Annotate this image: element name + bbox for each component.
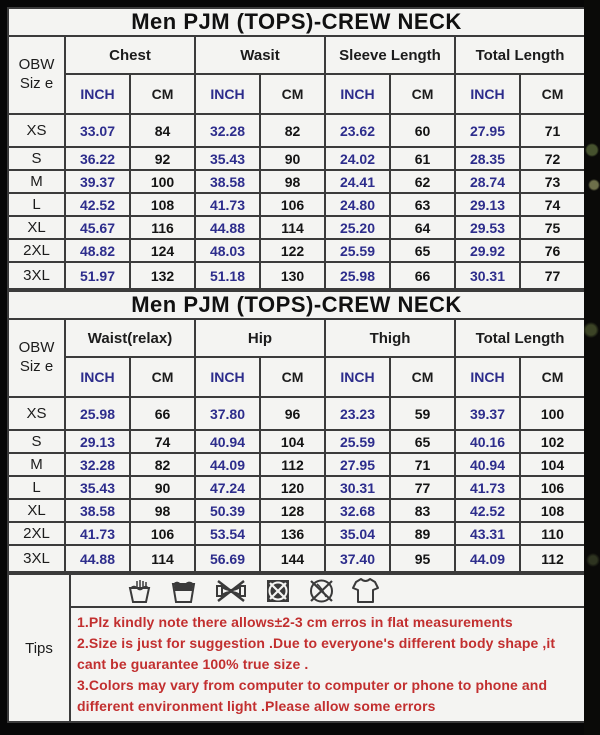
unit-header-inch: INCH — [455, 357, 520, 397]
inch-value: 28.74 — [455, 170, 520, 193]
unit-header-inch: INCH — [325, 74, 390, 114]
table-row — [8, 262, 585, 289]
inch-value: 23.62 — [325, 114, 390, 147]
size-label: 3XL — [8, 545, 65, 572]
size-label: 3XL — [8, 262, 65, 289]
size-table-tops — [7, 7, 586, 290]
inch-value: 44.09 — [195, 453, 260, 476]
inch-value: 50.39 — [195, 499, 260, 522]
inch-value: 30.31 — [455, 262, 520, 289]
size-header-line1: OBW — [18, 339, 55, 357]
cm-value: 74 — [130, 430, 195, 453]
table-row — [8, 239, 585, 262]
cm-value: 72 — [520, 147, 585, 170]
inch-value: 42.52 — [455, 499, 520, 522]
inch-value: 29.92 — [455, 239, 520, 262]
size-label: L — [8, 193, 65, 216]
tips-text — [70, 607, 585, 722]
cm-value: 98 — [130, 499, 195, 522]
tip-line-1: 1.Plz kindly note there allows±2-3 cm erros in flat measurements — [77, 614, 513, 630]
cm-value: 77 — [520, 262, 585, 289]
cm-value: 95 — [390, 545, 455, 572]
cm-value: 90 — [130, 476, 195, 499]
hand-wash-icon — [126, 578, 153, 604]
do-not-tumble-dry-icon — [265, 578, 291, 604]
inch-value: 24.80 — [325, 193, 390, 216]
cm-value: 71 — [520, 114, 585, 147]
unit-header-cm: CM — [130, 74, 195, 114]
table-row — [8, 430, 585, 453]
size-label: XL — [8, 499, 65, 522]
size-label: XS — [8, 397, 65, 430]
cm-value: 90 — [260, 147, 325, 170]
size-label: S — [8, 430, 65, 453]
cm-value: 122 — [260, 239, 325, 262]
tips-label: Tips — [8, 574, 70, 722]
cm-value: 128 — [260, 499, 325, 522]
cm-value: 100 — [130, 170, 195, 193]
table1-title: Men PJM (TOPS)-CREW NECK — [8, 8, 585, 36]
size-label: S — [8, 147, 65, 170]
unit-header-cm: CM — [260, 74, 325, 114]
cm-value: 120 — [260, 476, 325, 499]
inch-value: 27.95 — [455, 114, 520, 147]
unit-header-inch: INCH — [455, 74, 520, 114]
table-row — [8, 170, 585, 193]
inch-value: 39.37 — [65, 170, 130, 193]
cm-value: 60 — [390, 114, 455, 147]
size-label: XL — [8, 216, 65, 239]
cm-value: 65 — [390, 239, 455, 262]
table-row — [8, 499, 585, 522]
inch-value: 41.73 — [65, 522, 130, 545]
cm-value: 75 — [520, 216, 585, 239]
cm-value: 106 — [130, 522, 195, 545]
inch-value: 29.13 — [455, 193, 520, 216]
table-row — [8, 193, 585, 216]
table-row — [8, 453, 585, 476]
inch-value: 25.20 — [325, 216, 390, 239]
size-label: XS — [8, 114, 65, 147]
unit-header-cm: CM — [390, 74, 455, 114]
cm-value: 63 — [390, 193, 455, 216]
inch-value: 32.28 — [65, 453, 130, 476]
cm-value: 136 — [260, 522, 325, 545]
unit-header-cm: CM — [260, 357, 325, 397]
cm-value: 66 — [390, 262, 455, 289]
inch-value: 32.68 — [325, 499, 390, 522]
table-row — [8, 522, 585, 545]
inch-value: 25.59 — [325, 239, 390, 262]
size-label: M — [8, 453, 65, 476]
cm-value: 106 — [520, 476, 585, 499]
cm-value: 104 — [260, 430, 325, 453]
inch-value: 25.98 — [65, 397, 130, 430]
inch-value: 47.24 — [195, 476, 260, 499]
inch-value: 24.41 — [325, 170, 390, 193]
inch-value: 43.31 — [455, 522, 520, 545]
cm-value: 98 — [260, 170, 325, 193]
inch-value: 41.73 — [455, 476, 520, 499]
inch-value: 48.82 — [65, 239, 130, 262]
machine-wash-icon — [170, 578, 197, 604]
inch-value: 35.04 — [325, 522, 390, 545]
inch-value: 51.18 — [195, 262, 260, 289]
cm-value: 59 — [390, 397, 455, 430]
table2-title: Men PJM (TOPS)-CREW NECK — [8, 291, 585, 319]
inch-value: 33.07 — [65, 114, 130, 147]
tip-line-2: 2.Size is just for suggestion .Due to everyone's different body shape ,it cant be guarantee 100% true size . — [77, 635, 556, 672]
size-table-bottoms — [7, 290, 586, 573]
inch-value: 44.88 — [195, 216, 260, 239]
cm-value: 77 — [390, 476, 455, 499]
unit-header-inch: INCH — [65, 357, 130, 397]
inch-value: 39.37 — [455, 397, 520, 430]
unit-header-cm: CM — [520, 357, 585, 397]
inch-value: 40.16 — [455, 430, 520, 453]
cm-value: 124 — [130, 239, 195, 262]
cm-value: 73 — [520, 170, 585, 193]
cm-value: 82 — [260, 114, 325, 147]
cm-value: 100 — [520, 397, 585, 430]
inch-value: 25.98 — [325, 262, 390, 289]
size-column-header — [8, 319, 65, 397]
cm-value: 66 — [130, 397, 195, 430]
column-group-thigh: Thigh — [325, 319, 455, 357]
cm-value: 71 — [390, 453, 455, 476]
inch-value: 29.53 — [455, 216, 520, 239]
inch-value: 48.03 — [195, 239, 260, 262]
inch-value: 37.80 — [195, 397, 260, 430]
size-label: 2XL — [8, 239, 65, 262]
column-group-chest: Chest — [65, 36, 195, 74]
cm-value: 84 — [130, 114, 195, 147]
cm-value: 114 — [130, 545, 195, 572]
cm-value: 132 — [130, 262, 195, 289]
table-row — [8, 216, 585, 239]
size-header-line2: Siz e — [19, 358, 54, 375]
cm-value: 92 — [130, 147, 195, 170]
inch-value: 29.13 — [65, 430, 130, 453]
do-not-dry-clean-icon — [308, 578, 335, 604]
cm-value: 64 — [390, 216, 455, 239]
size-label: 2XL — [8, 522, 65, 545]
inch-value: 35.43 — [195, 147, 260, 170]
inch-value: 40.94 — [195, 430, 260, 453]
column-group-wasit: Wasit — [195, 36, 325, 74]
tip-line-3: 3.Colors may vary from computer to computer or phone to phone and different environment light .Please allow some errors — [77, 677, 548, 714]
inch-value: 37.40 — [325, 545, 390, 572]
unit-header-inch: INCH — [325, 357, 390, 397]
inch-value: 56.69 — [195, 545, 260, 572]
inch-value: 38.58 — [65, 499, 130, 522]
do-not-wring-icon — [214, 578, 248, 604]
cm-value: 116 — [130, 216, 195, 239]
table-row — [8, 545, 585, 572]
unit-header-cm: CM — [130, 357, 195, 397]
cm-value: 104 — [520, 453, 585, 476]
table-row — [8, 147, 585, 170]
column-group-waist-relax: Waist(relax) — [65, 319, 195, 357]
inch-value: 42.52 — [65, 193, 130, 216]
inch-value: 27.95 — [325, 453, 390, 476]
unit-header-cm: CM — [520, 74, 585, 114]
background-photo-edge — [584, 0, 600, 735]
cm-value: 112 — [260, 453, 325, 476]
inch-value: 23.23 — [325, 397, 390, 430]
column-group-total-length: Total Length — [455, 319, 585, 357]
inch-value: 45.67 — [65, 216, 130, 239]
unit-header-cm: CM — [390, 357, 455, 397]
cm-value: 74 — [520, 193, 585, 216]
size-label: L — [8, 476, 65, 499]
inch-value: 35.43 — [65, 476, 130, 499]
size-header-line2: Siz e — [19, 75, 54, 92]
inch-value: 24.02 — [325, 147, 390, 170]
inch-value: 30.31 — [325, 476, 390, 499]
care-icons-row — [70, 574, 585, 607]
t-shirt-icon — [351, 577, 380, 604]
cm-value: 83 — [390, 499, 455, 522]
unit-header-inch: INCH — [195, 357, 260, 397]
table-row — [8, 397, 585, 430]
column-group-hip: Hip — [195, 319, 325, 357]
inch-value: 25.59 — [325, 430, 390, 453]
cm-value: 112 — [520, 545, 585, 572]
cm-value: 65 — [390, 430, 455, 453]
size-label: M — [8, 170, 65, 193]
tips-section — [7, 573, 586, 723]
cm-value: 106 — [260, 193, 325, 216]
cm-value: 96 — [260, 397, 325, 430]
cm-value: 108 — [130, 193, 195, 216]
cm-value: 130 — [260, 262, 325, 289]
cm-value: 108 — [520, 499, 585, 522]
cm-value: 61 — [390, 147, 455, 170]
unit-header-inch: INCH — [65, 74, 130, 114]
inch-value: 28.35 — [455, 147, 520, 170]
inch-value: 38.58 — [195, 170, 260, 193]
inch-value: 44.09 — [455, 545, 520, 572]
cm-value: 76 — [520, 239, 585, 262]
inch-value: 36.22 — [65, 147, 130, 170]
inch-value: 40.94 — [455, 453, 520, 476]
cm-value: 102 — [520, 430, 585, 453]
table-row — [8, 114, 585, 147]
size-column-header — [8, 36, 65, 114]
cm-value: 82 — [130, 453, 195, 476]
table-row — [8, 476, 585, 499]
inch-value: 44.88 — [65, 545, 130, 572]
inch-value: 51.97 — [65, 262, 130, 289]
cm-value: 89 — [390, 522, 455, 545]
unit-header-inch: INCH — [195, 74, 260, 114]
size-header-line1: OBW — [18, 56, 55, 74]
inch-value: 41.73 — [195, 193, 260, 216]
cm-value: 62 — [390, 170, 455, 193]
cm-value: 110 — [520, 522, 585, 545]
column-group-total-length: Total Length — [455, 36, 585, 74]
size-chart-sheet — [7, 7, 584, 722]
inch-value: 32.28 — [195, 114, 260, 147]
cm-value: 114 — [260, 216, 325, 239]
inch-value: 53.54 — [195, 522, 260, 545]
cm-value: 144 — [260, 545, 325, 572]
column-group-sleeve-length: Sleeve Length — [325, 36, 455, 74]
